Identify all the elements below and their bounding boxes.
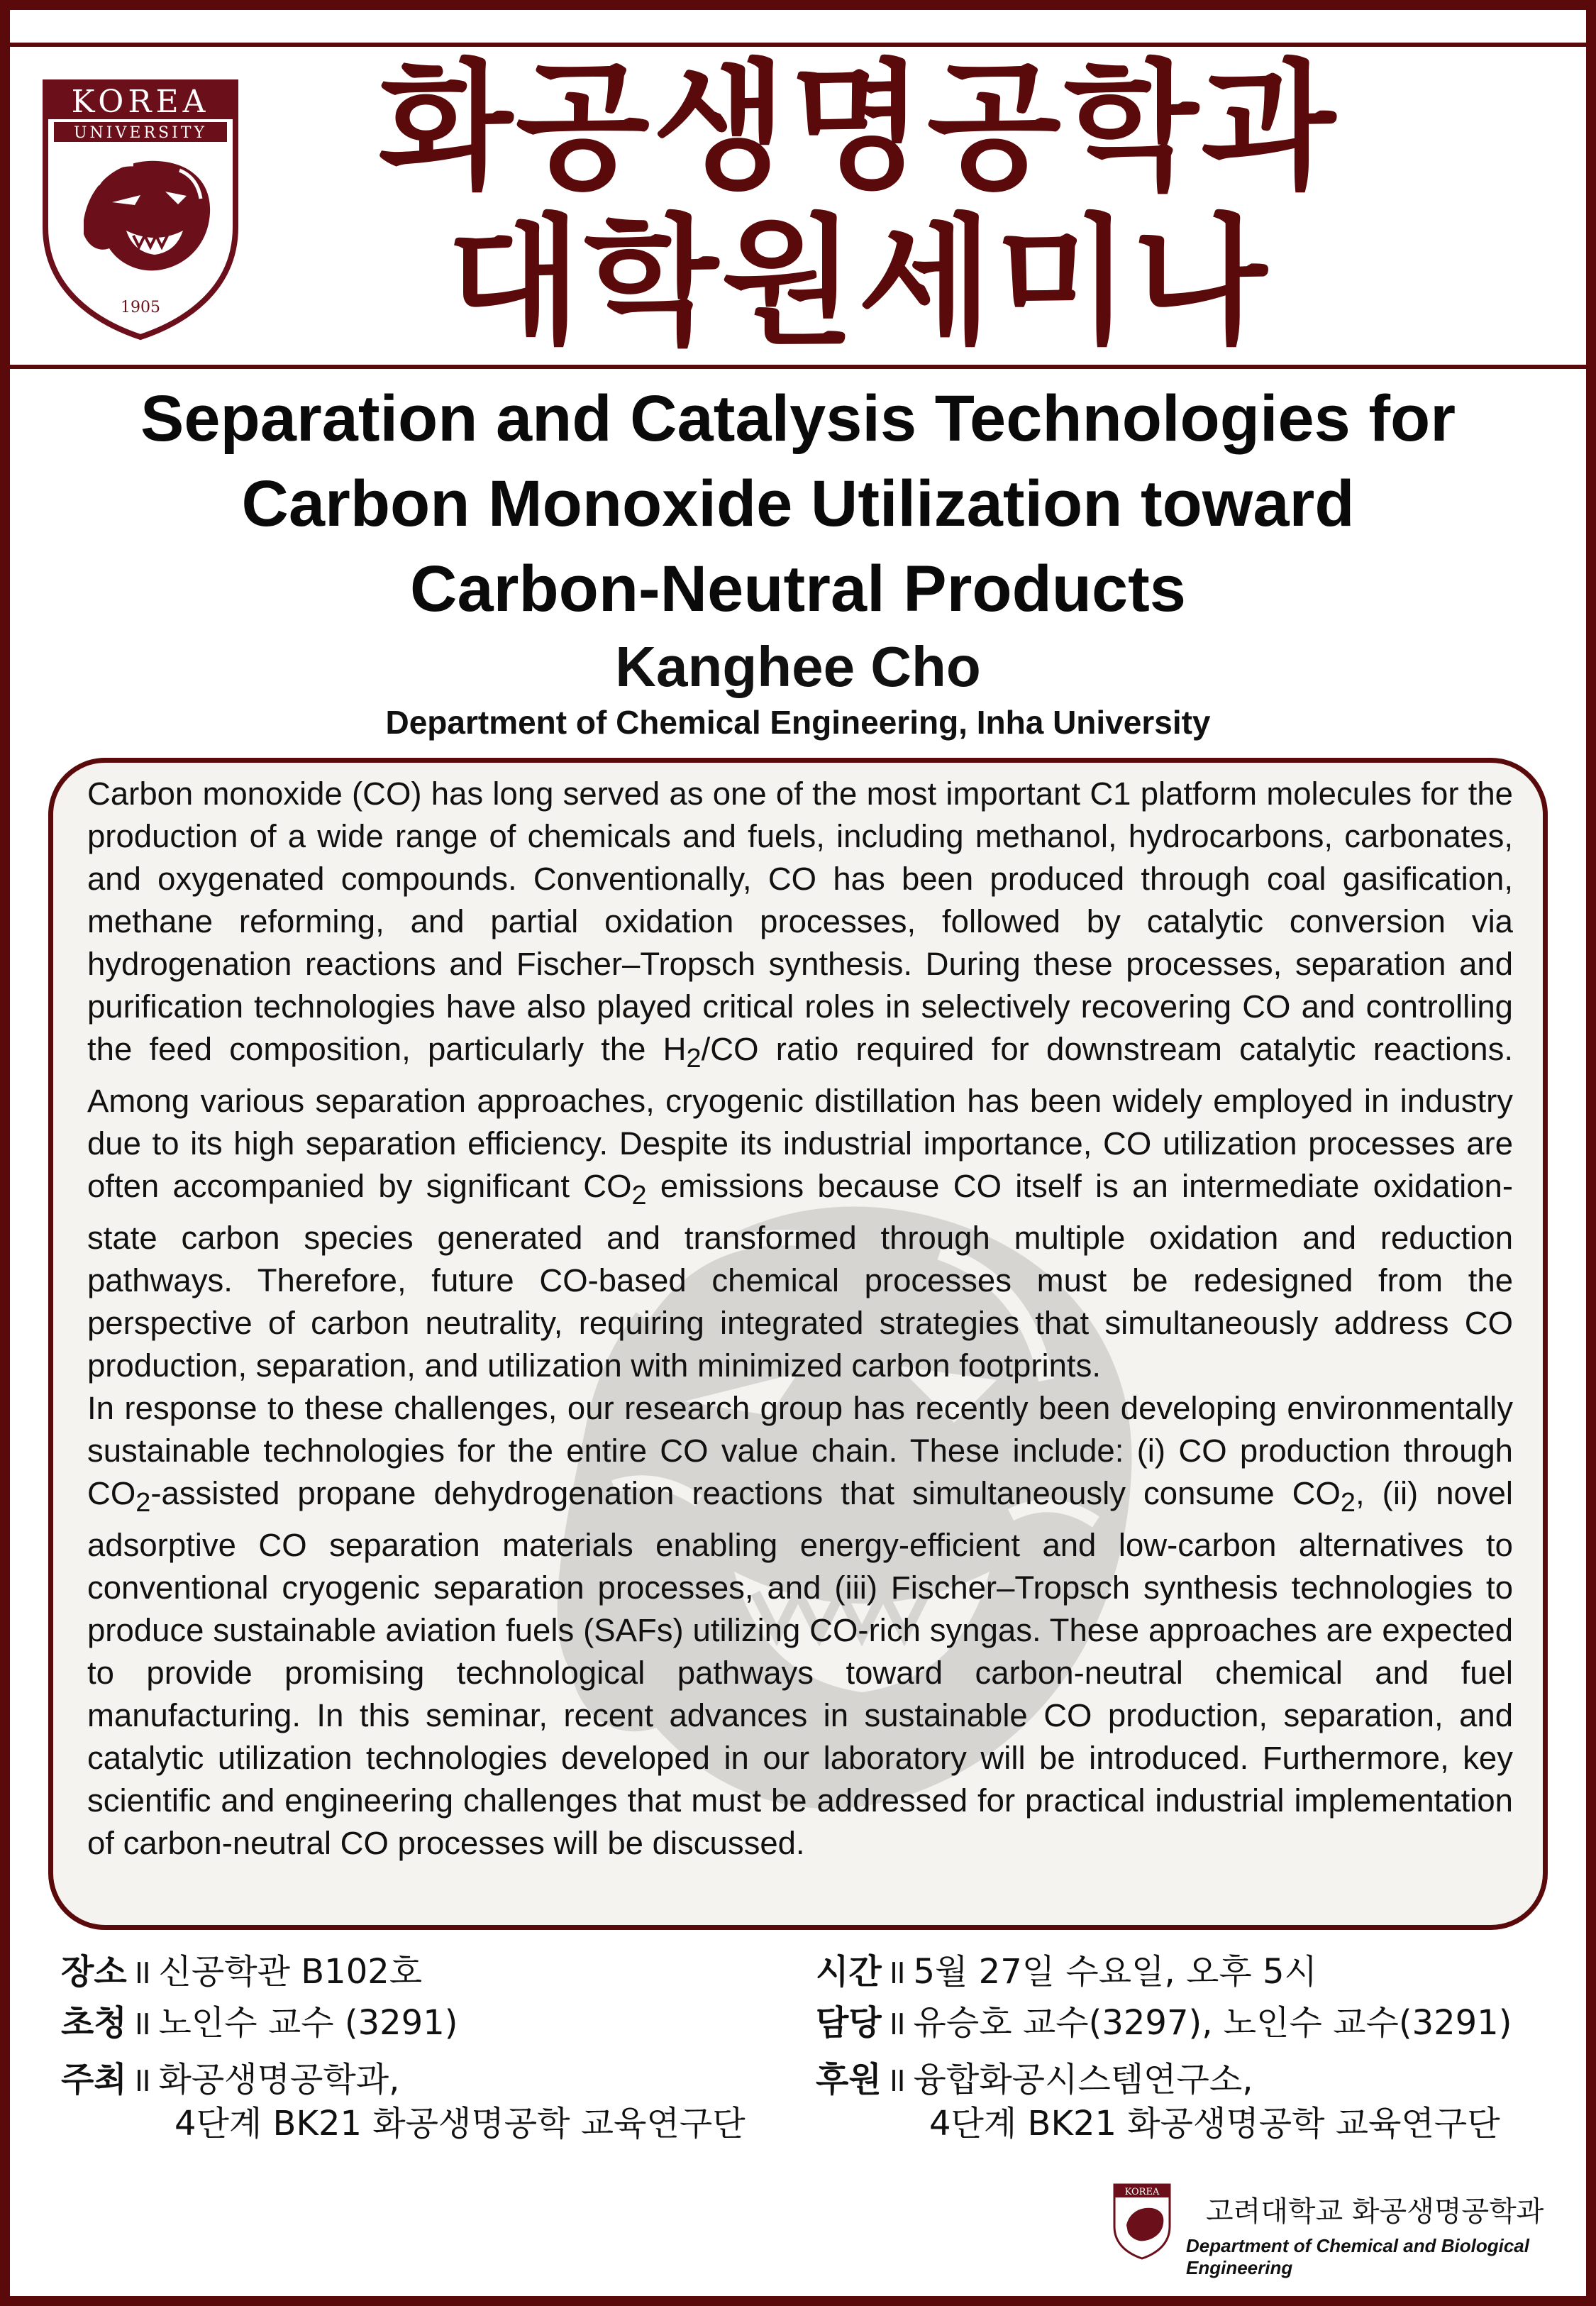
- speaker-affiliation: Department of Chemical Engineering, Inha University: [385, 704, 1211, 741]
- info-host: [61, 2001, 458, 2045]
- separator-icon: ॥: [131, 2003, 152, 2043]
- info-time: [816, 1950, 1317, 1994]
- footer-department-english: Department of Chemical and Biological Engineering: [1186, 2235, 1529, 2278]
- talk-title-line2: Carbon Monoxide Utilization toward: [241, 468, 1355, 540]
- separator-icon: ॥: [885, 1952, 907, 1992]
- info-place: [61, 1950, 422, 1994]
- time-label: 시간: [816, 1952, 882, 1992]
- seminar-title-line1: 화공생명공학과: [378, 47, 1339, 209]
- contact-label: 담당: [816, 2003, 882, 2043]
- info-sponsor: [816, 2058, 1500, 2146]
- svg-text:UNIVERSITY: UNIVERSITY: [74, 124, 207, 142]
- time-value: 5월 27일 수요일, 오후 5시: [913, 1952, 1317, 1992]
- host-label: 초청: [61, 2003, 127, 2043]
- abstract-paragraph-1: Carbon monoxide (CO) has long served as one of the most important C1 platform molecules for the production of a wide range of chemicals and fuels, including methanol, hydrocarbons, carbonates, and oxygenated compounds. Conventionally, CO has been produced through coal gasification, methane reforming, and partial oxidation processes, followed by catalytic conversion via hydrogenation reactions and Fischer–Tropsch synthesis. During these processes, separation and purification technologies have also played critical roles in selectively recovering CO and controlling the feed composition, particularly the $H_2/CO$ ratio required for downstream catalytic reactions. Among various separation approaches, cryogenic distillation has been widely employed in industry due to its high separation efficiency. Despite its industrial importance, CO utilization processes are often accompanied by significant $CO_2$ emissions because CO itself is an intermediate oxidation-state carbon species generated and transformed through multiple oxidation and reduction pathways. Therefore, future CO-based chemical processes must be redesigned from the perspective of carbon neutrality, requiring integrated strategies that simultaneously address CO production, separation, and utilization with minimized carbon footprints.: [87, 776, 1513, 1384]
- separator-icon: ॥: [131, 1952, 152, 1992]
- contact-value: 유승호 교수(3297), 노인수 교수(3291): [913, 2003, 1512, 2043]
- talk-title-line3: Carbon-Neutral Products: [410, 553, 1186, 625]
- abstract-box: [48, 758, 1548, 1930]
- svg-text:KOREA: KOREA: [1124, 2187, 1160, 2197]
- organizer-label: 주최: [61, 2060, 127, 2100]
- info-organizer: [61, 2058, 746, 2146]
- abstract-text: [87, 773, 1513, 1865]
- host-value: 노인수 교수 (3291): [158, 2003, 458, 2043]
- talk-title: [43, 376, 1553, 631]
- place-label: 장소: [61, 1952, 127, 1992]
- seminar-title-line2: 대학원세미나: [446, 202, 1270, 363]
- speaker-name: Kanghee Cho: [615, 635, 981, 698]
- sponsor-line2: 4단계 BK21 화공생명공학 교육연구단: [929, 2104, 1500, 2144]
- sponsor-label: 후원: [816, 2060, 882, 2100]
- info-contact: [816, 2001, 1512, 2045]
- organizer-line2: 4단계 BK21 화공생명공학 교육연구단: [174, 2104, 746, 2144]
- footer-department-korean: 고려대학교 화공생명공학과: [1206, 2195, 1544, 2228]
- footer-crest-logo: [1112, 2183, 1172, 2261]
- organizer-line1: 화공생명공학과,: [158, 2060, 400, 2100]
- sponsor-line1: 융합화공시스템연구소,: [913, 2060, 1253, 2100]
- korea-university-crest-logo: [41, 78, 240, 341]
- talk-title-line1: Separation and Catalysis Technologies for: [140, 382, 1456, 455]
- separator-icon: ॥: [885, 2003, 907, 2043]
- separator-icon: ॥: [131, 2060, 152, 2100]
- place-value: 신공학관 B102호: [158, 1952, 423, 1992]
- abstract-paragraph-2: In response to these challenges, our research group has recently been developing environmentally sustainable technologies for the entire CO value chain. These include: (i) CO production through $CO_2$-assisted propane dehydrogenation reactions that simultaneously consume $CO_2$, (ii) novel adsorptive CO separation materials enabling energy-efficient and low-carbon alternatives to conventional cryogenic separation processes, and (iii) Fischer–Tropsch synthesis technologies to produce sustainable aviation fuels (SAFs) utilizing CO-rich syngas. These approaches are expected to provide promising technological pathways toward carbon-neutral chemical and fuel manufacturing. In this seminar, recent advances in sustainable CO production, separation, and catalytic utilization technologies developed in our laboratory will be introduced. Furthermore, key scientific and engineering challenges that must be addressed for practical industrial implementation of carbon-neutral CO processes will be discussed.: [87, 1390, 1514, 1862]
- header-rule: [10, 365, 1586, 369]
- svg-text:1905: 1905: [121, 299, 160, 316]
- separator-icon: ॥: [885, 2060, 907, 2100]
- svg-text:KOREA: KOREA: [71, 84, 210, 120]
